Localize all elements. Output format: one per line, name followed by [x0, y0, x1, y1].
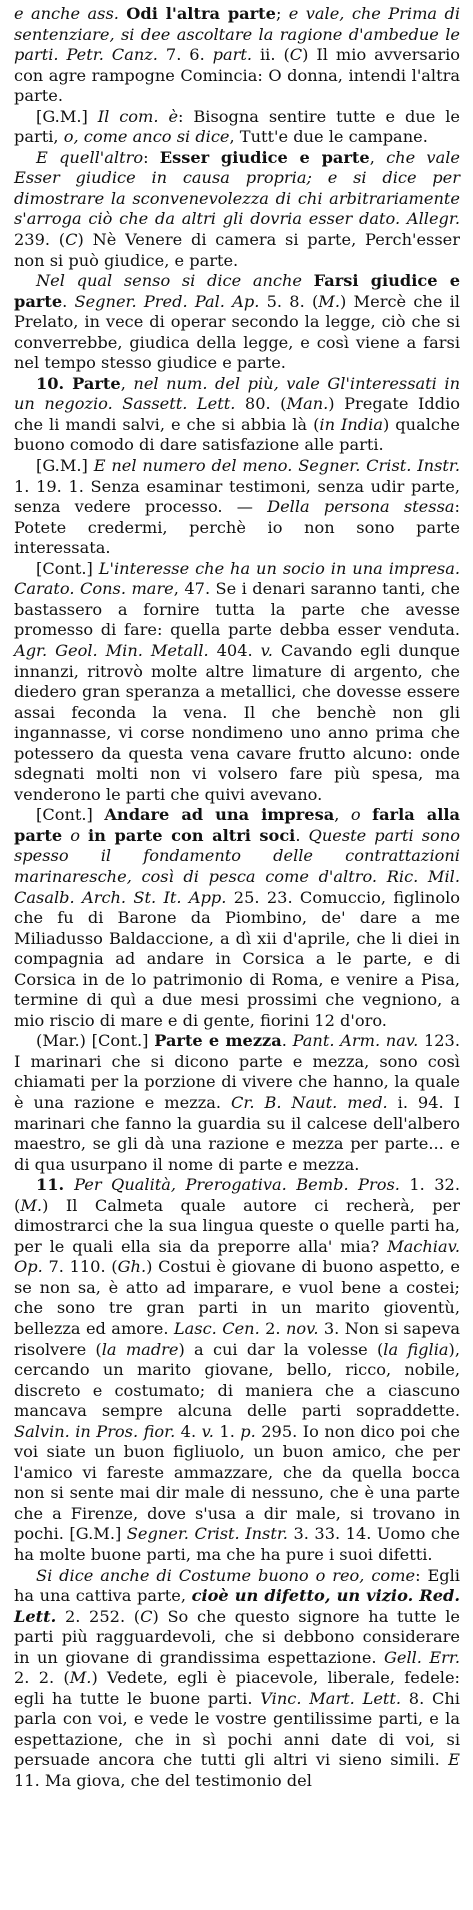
text-run: v.	[201, 1421, 214, 1441]
text-run: cioè un difetto, un vizio. Red. Lett.	[14, 1586, 460, 1626]
text-run: ) qualche buono comodo di dare satisfazione alle parti.	[14, 414, 460, 455]
text-run: Odi l'altra parte	[126, 4, 276, 23]
text-run: 404.	[208, 640, 261, 660]
dictionary-paragraph	[14, 559, 460, 806]
text-run: 10. Parte	[36, 373, 121, 393]
dictionary-paragraph	[14, 1566, 460, 1792]
dictionary-paragraph	[14, 374, 460, 456]
text-run: Si dice anche di Costume buono o reo, come	[36, 1565, 416, 1585]
text-run: 239. (	[14, 230, 66, 250]
text-run: M.	[69, 1668, 92, 1688]
dictionary-paragraph	[14, 1031, 460, 1175]
text-run: ;	[275, 4, 289, 23]
text-run: farla alla parte	[14, 805, 461, 845]
text-run: ,	[369, 147, 387, 167]
text-run: , 47. Se i denari saranno tanti, che bastassero a fornire tutta la parte che avesse promesso di fare: quella parte debba esser venduta.	[14, 579, 460, 640]
text-run: C	[140, 1606, 153, 1626]
text-run	[80, 826, 88, 845]
text-run: 295. Io non dico poi che voi siate un buon figliuolo, un buon amico, che per l'amico vi fareste ammazzare, che da quella bocca non si sente mai dir male di nessuno, che è una parte che a Firenze, dove s'usa a dir male, si trovano in pochi. [G.M.]	[14, 1421, 460, 1544]
text-run: ,	[120, 373, 134, 393]
text-run: ) Il Calmeta quale autore ci recherà, per dimostrarci che la sua lingua queste o quelle parti ha, per le quali ella sia da preporre alla' mia?	[14, 1195, 460, 1256]
text-run: in India	[319, 414, 383, 434]
text-run: Salvin. in Pros. fior.	[14, 1421, 176, 1441]
text-run: , Tutt'e due le campane.	[229, 127, 428, 147]
text-run: e anche ass.	[14, 4, 127, 23]
text-run: (Mar.) [Cont.]	[36, 1031, 155, 1051]
text-run: 1. 19. 1. Senza esaminar testimoni, senza udir parte, senza vedere processo. —	[14, 476, 460, 517]
text-run: 11. Ma giova, che del testimonio del	[14, 1771, 312, 1791]
text-run: e vale, che Prima di sentenziare, si dee ascoltare la ragione d'ambedue le parti. Petr. Canz.	[14, 4, 460, 65]
text-run	[62, 826, 70, 845]
dictionary-page	[14, 4, 460, 1792]
text-run: Gell. Err.	[383, 1647, 460, 1667]
text-run: Per Qualità, Prerogativa. Bemb. Pros.	[74, 1175, 400, 1195]
text-run: Agr. Geol. Min. Metall.	[14, 640, 209, 660]
text-run: ), cercando un marito giovane, bello, ricco, nobile, discreto e costumato; di maniera che a ciascuno mancava sempre alcuna delle parti sopraddette.	[14, 1339, 460, 1421]
text-run: ) Nè Venere di camera si parte, Perch'esser non si può giudice, e parte.	[14, 230, 460, 270]
text-run: p.	[240, 1421, 256, 1441]
text-run: 8. Chi parla con voi, e vede le vostre gentilissime parti, e la espettazione, che in sì pochi anni date di voi, si persuade ancora che tutti gli altri vi sieno simili.	[14, 1688, 460, 1770]
text-run: .	[295, 825, 309, 845]
text-run	[361, 805, 373, 824]
text-run: part.	[212, 45, 253, 65]
text-run: ) Pregate Iddio che li mandi salvi, e che si abbia là (	[14, 394, 460, 434]
dictionary-paragraph	[14, 107, 460, 148]
text-run: [G.M.]	[36, 106, 98, 126]
text-run: nel num. del più, vale Gl'interessati in un negozio. Sassett. Lett.	[14, 373, 460, 414]
text-run: [Cont.]	[36, 558, 99, 578]
text-run: Segner. Pred. Pal. Ap.	[74, 291, 260, 311]
text-run: Queste parti sono spesso il fondamento delle contrattazioni marinaresche, così di pesca come d'altro. Ric. Mil. Casalb. Arch. St. It. App.	[14, 825, 460, 907]
text-run: 1. 32. (	[14, 1175, 460, 1215]
text-run: 11.	[36, 1175, 75, 1195]
text-run: o	[350, 805, 361, 825]
dictionary-paragraph	[14, 805, 460, 1031]
text-run: Nel qual senso si dice anche	[36, 271, 314, 291]
text-run: ) a cui dar la volesse (	[178, 1339, 384, 1359]
text-run: E nel numero del meno. Segner. Crist. Instr.	[93, 456, 460, 476]
text-run: la madre	[101, 1339, 179, 1359]
text-run: ii. (	[252, 45, 290, 65]
text-run: 2.	[259, 1319, 286, 1338]
text-run: ,	[334, 805, 351, 825]
text-run: L'interesse che ha un socio in una impresa. Carato. Cons. mare	[14, 558, 461, 599]
dictionary-paragraph	[14, 456, 460, 559]
text-run: 123. I marinari che si dicono parte e mezza, sono così chiamati per la porzione di vivere che hanno, la quale è una razione e mezza.	[14, 1031, 460, 1112]
text-run: : Egli ha una cattiva parte,	[14, 1565, 460, 1606]
text-run: : Bisogna sentire tutte e due le parti,	[14, 106, 461, 147]
dictionary-paragraph	[14, 148, 460, 271]
text-run: 25. 23. Comuccio, figlinolo che fu di Barone da Piombino, de' dare a me Miliadusso Baldaccione, a dì xii d'aprile, che li diei in compagnia ad andare in Corsica a le parte, e di Corsica in de lo patrimonio di Roma, e venire a Pisa, termine di quì a due mesi prossimi che vegniono, a mio riscio di mare e di gente, fiorini 12 d'oro.	[14, 887, 460, 1030]
text-run: [Cont.]	[36, 805, 105, 825]
text-run: [G.M.]	[36, 456, 94, 476]
text-run: Farsi giudice e parte	[14, 271, 460, 311]
text-run: ) Il mio avversario con agre rampogne Comincia: O donna, intendi l'altra parte.	[14, 45, 461, 106]
text-run: Gh.	[117, 1257, 147, 1277]
text-run: :	[143, 147, 160, 167]
text-run: 3. Non si sapeva risolvere (	[14, 1319, 460, 1359]
text-run: : Potete credermi, perchè io non sono parte interessata.	[14, 497, 460, 558]
text-run: Della persona stessa	[267, 497, 455, 517]
text-run: 5. 8. (	[259, 291, 319, 311]
text-run: la figlia	[383, 1339, 449, 1359]
text-run: .	[62, 291, 75, 311]
text-run: nov.	[285, 1319, 319, 1338]
text-run: Machiav. Op.	[14, 1236, 460, 1277]
text-run: ) So che questo signore ha tutte le parti più ragguardevoli, che si debbono considerare in un giovane di grandissima espettazione.	[14, 1606, 460, 1667]
text-run: Pant. Arm. nav.	[292, 1031, 419, 1051]
text-run: 2. 252. (	[56, 1606, 141, 1626]
text-run: 7. 6.	[157, 45, 213, 65]
text-run: ) Costui è giovane di buono aspetto, e se non sa, è atto ad imparare, e vuol bene a costei; che sono tre gran parti in un marito gioventù, bellezza ed amore.	[14, 1257, 460, 1338]
text-run: Lasc. Cen.	[173, 1319, 260, 1338]
text-run: M.	[318, 291, 341, 311]
text-run: v.	[260, 640, 273, 660]
text-run: 80. (	[235, 394, 287, 414]
text-run: che vale Esser giudice in causa propria; e si dice per dimostrare la sconvenevolezza di chi arbitrariamente s'arroga ciò che da altri gli dovria esser dato. Allegr.	[14, 147, 460, 229]
text-run: 3. 33. 14. Uomo che ha molte buone parti, ma che ha pure i suoi difetti.	[14, 1524, 460, 1565]
text-run: Il com. è	[97, 106, 179, 126]
dictionary-paragraph	[14, 271, 460, 374]
text-run: o, come anco si dice	[63, 127, 230, 147]
text-run: Esser giudice e parte	[159, 147, 370, 167]
dictionary-paragraph	[14, 4, 460, 107]
text-run: Segner. Crist. Instr.	[126, 1524, 288, 1544]
text-run: E quell'altro	[36, 147, 144, 167]
text-run: 7. 110. (	[42, 1257, 118, 1277]
text-run: M.	[20, 1195, 43, 1215]
text-run: 1.	[213, 1421, 241, 1441]
text-run: Parte e mezza	[154, 1031, 282, 1051]
text-run: in parte con altri soci	[88, 825, 296, 845]
text-run: C	[289, 45, 303, 65]
text-run: ) Mercè che il Prelato, in vece di operar secondo la legge, ciò che si converrebbe, giudica della legge, e così viene a farsi nel tempo stesso giudice e parte.	[14, 291, 460, 373]
text-run: Vinc. Mart. Lett.	[260, 1688, 402, 1708]
text-run: i. 94. I marinari che fanno la guardia su il calcese dell'albero maestro, se gli dà una razione e mezza per parte... e di qua usurpano il nome di parte e mezza.	[14, 1092, 460, 1174]
text-run: E	[448, 1750, 460, 1770]
text-run: 2. 2. (	[14, 1668, 70, 1688]
text-run: 4.	[175, 1421, 202, 1441]
text-run: .	[281, 1031, 293, 1051]
text-run: C	[65, 230, 78, 250]
text-run: Cavando egli dunque innanzi, ritrovò molte altre limature di argento, che diedero gran speranza a metallici, che dovesse essere assai feconda la vena. Il che benchè non gli ingannasse, vi corse nondimeno uno anno prima che potessero da questa vena cavare frutto alcuno: onde sdegnati molti non vi volsero fare più spesa, ma venderono le parti che quivi avevano.	[14, 640, 460, 804]
text-run: Andare ad una impresa	[104, 805, 335, 825]
text-run: ) Vedete, egli è piacevole, liberale, fedele: egli ha tutte le buone parti.	[14, 1668, 460, 1708]
dictionary-paragraph	[14, 1175, 460, 1565]
text-run: o	[70, 825, 80, 845]
text-run: Man.	[286, 394, 329, 414]
text-run: Cr. B. Naut. med.	[231, 1092, 388, 1112]
